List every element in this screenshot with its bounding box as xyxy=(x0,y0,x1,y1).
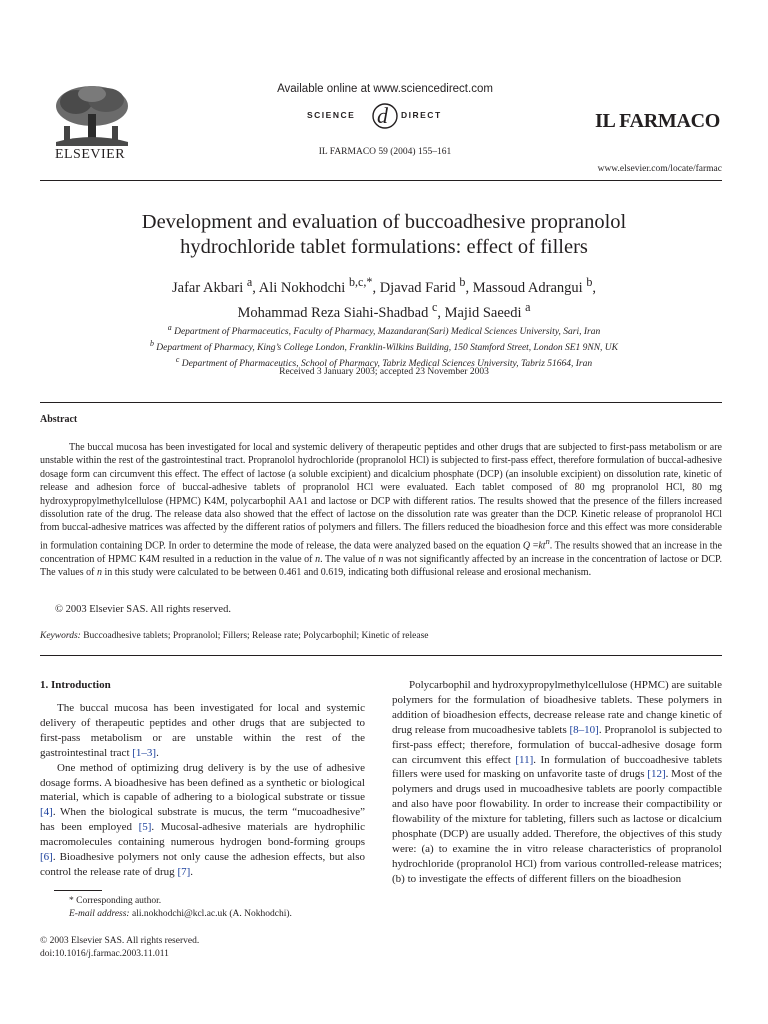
citation-link[interactable]: [6] xyxy=(40,851,53,864)
author-list: Jafar Akbari $^a$, Ali Nokhodchi $^{b,c,*}$, Djavad Farid $^b$, Massoud Adrangui $^b$, Mohammad Reza Siahi-Shadbad $^c$, Majid Saeedi $^a$ xyxy=(172,275,596,321)
affiliation-list xyxy=(60,322,708,370)
author-name: Djavad Farid xyxy=(379,279,456,296)
affiliation-item: $^b$ Department of Pharmacy, King’s College London, Franklin-Wilkins Building, 150 Stamford Street, London SE1 9NN, UK xyxy=(149,339,619,354)
intro-paragraph-1: The buccal mucosa has been investigated for local and systemic delivery of therapeutic peptides and other drugs that are subjected to first-pass metabolism or are unstable within the rest of the gastrointestinal tract [1–3]. xyxy=(40,702,365,759)
affiliation-item: $^a$ Department of Pharmaceutics, Faculty of Pharmacy, Mazandaran(Sari) Medical Sciences University, Sari, Iran xyxy=(167,323,601,338)
svg-text:d: d xyxy=(377,103,388,128)
header-divider xyxy=(40,180,722,181)
intro-paragraph-2: One method of optimizing drug delivery is by the use of adhesive dosage forms. A bioadhesive has been defined as a synthetic or biological material, which is capable of adhering to a biological substrate or tissue [4]. When the biological substrate is mucus, the term “mucoadhesive” has been employed [5]. Mucosal-adhesive materials are hydrophilic macromolecules containing numerous hydrogen bond-forming groups [6]. Bioadhesive polymers not only cause the adhesion effects, but also control the release rate of drug [7]. xyxy=(40,761,365,878)
abstract-top-divider xyxy=(40,402,722,403)
left-column xyxy=(40,678,365,961)
author-sup: a xyxy=(525,299,531,314)
body-divider xyxy=(40,655,722,656)
abstract-heading: Abstract xyxy=(40,414,78,425)
title-line-2: hydrochloride tablet formulations: effect of fillers xyxy=(180,236,588,258)
footnote-divider xyxy=(54,890,102,891)
footer-copyright: © 2003 Elsevier SAS. All rights reserved. xyxy=(40,935,200,946)
keywords-list: Buccoadhesive tablets; Propranolol; Fillers; Release rate; Polycarbophil; Kinetic of release xyxy=(80,631,429,641)
author-name: Ali Nokhodchi xyxy=(258,279,346,296)
author-sup: a xyxy=(246,275,253,289)
keywords xyxy=(40,631,722,641)
citation-link[interactable]: [8–10] xyxy=(569,723,599,736)
citation-link[interactable]: [5] xyxy=(138,821,152,834)
author-name: Majid Saeedi xyxy=(444,304,522,321)
citation-link[interactable]: [1–3] xyxy=(132,746,157,759)
citation-link[interactable]: [7] xyxy=(177,865,191,878)
publisher-name: ELSEVIER xyxy=(54,147,126,162)
journal-url-link[interactable]: www.elsevier.com/locate/farmac xyxy=(597,164,722,174)
journal-citation: IL FARMACO 59 (2004) 155–161 xyxy=(318,147,452,157)
author-sup: b xyxy=(459,275,466,289)
sd-right-text: DIRECT xyxy=(401,110,442,120)
affiliation-item: $^c$ Department of Pharmaceutics, School of Pharmacy, Tabriz Medical Sciences University, Tabriz 51664, Iran xyxy=(175,355,593,370)
author-name: Massoud Adrangui xyxy=(472,279,583,296)
article-title xyxy=(60,210,708,260)
sd-left-text: SCIENCE xyxy=(307,110,356,120)
keywords-label: Keywords: xyxy=(40,631,81,641)
sciencedirect-logo xyxy=(305,100,465,134)
title-line-1: Development and evaluation of buccoadhesive propranolol xyxy=(141,211,627,233)
citation-link[interactable]: [12] xyxy=(647,768,666,781)
citation-link[interactable]: [11] xyxy=(515,753,534,766)
author-name: Mohammad Reza Siahi-Shadbad xyxy=(237,304,429,321)
email-link[interactable]: ali.nokhodchi@kcl.ac.uk (A. Nokhodchi). xyxy=(129,908,292,919)
elsevier-tree-logo xyxy=(46,84,138,146)
author-sup: c xyxy=(431,299,438,314)
abstract-text: The buccal mucosa has been investigated for local and systemic delivery of therapeutic peptides and other drugs that are subjected to first-pass metabolism or are unstable within the rest of the gastrointestinal tract. Propranolol hydrochloride (propranolol HCl) is subjected to first-pass effect, therefore formulation of buccal-adhesive dosage form can circumvent this effect. The effect of lactose (a soluble excipient) and dicalcium phosphate (DCP) (an insoluble excipient) on dissolution rate, kinetic of release and adhesion force of buccal-adhesive tablets of propranolol HCl were evaluated. Each tablet composed of 80 mg propranolol HCl, 80 mg hydroxypropylmethylcellulose (HPMC) K4M, polycarbophil AA1 and lactose or DCP with different ratios. The results showed that the presence of the fillers increased dissolution rate of the drug. The release data also showed that the effect of lactose on the dissolution rate was greater than the DCP. Kinetic release of propranolol HCl from buccal-adhesive matrices was affected by the different ratios of polymers and fillers. The fillers reduced the bioadhesion force and this effect was more considerable in formulation containing DCP. In order to determine the mode of release, the data were analyzed based on the equation $Q =kt^n$. The results showed that an increase in the concentration of HPMC K4M resulted in a reduction in the value of n. The value of n was not significantly affected by an increase in the concentration of lactose or DCP. The values of n in this study were calculated to be between 0.461 and 0.619, indicating both diffusional release and erosional mechanism. xyxy=(40,442,722,578)
doi-link[interactable]: doi:10.1016/j.farmac.2003.11.011 xyxy=(40,948,169,959)
footnote-corresponding: * Corresponding author. xyxy=(69,895,162,906)
journal-name: IL FARMACO xyxy=(595,110,720,132)
author-sup: b,c,* xyxy=(348,275,373,289)
author-name: Jafar Akbari xyxy=(172,279,244,296)
right-column xyxy=(392,678,722,887)
abstract-copyright: © 2003 Elsevier SAS. All rights reserved. xyxy=(55,604,231,615)
intro-paragraph-3: Polycarbophil and hydroxypropylmethylcellulose (HPMC) are suitable polymers for the formulation of bioadhesive tablets. These polymers in addition of bioadhesion effects, decrease release rate and change kinetic of drug release from mucoadhesive tablets [8–10]. Propranolol is subjected to first-pass effect; therefore, formulation of buccal-adhesive dosage form can circumvent this effect [11]. In formulation of buccoadhesive tablets fillers were used for masking on unfavorite taste of drugs [12]. Most of the polymers and drugs used in mucoadhesive tablets are poorly compactible and also have poor flowability. In order to increase their compactibility or flowability of the mixture for tableting, fillers such as lactose or dicalcium phosphate (DCP) are usually added. Therefore, the objectives of this study were: (a) to examine the in vitro release characteristics of propranolol hydrochloride (propranolol HCl) from various controlled-release matrices; (b) to investigate the effects of different fillers on the bioadhesion xyxy=(392,679,723,885)
footnote-email: E-mail address: ali.nokhodchi@kcl.ac.uk (A. Nokhodchi). xyxy=(69,908,292,919)
received-dates: Received 3 January 2003; accepted 23 November 2003 xyxy=(279,367,489,377)
available-online-text[interactable]: Available online at www.sciencedirect.com xyxy=(277,83,493,95)
section-heading-introduction: 1. Introduction xyxy=(40,679,111,691)
citation-link[interactable]: [4] xyxy=(40,806,53,819)
author-sup: b xyxy=(586,275,593,289)
